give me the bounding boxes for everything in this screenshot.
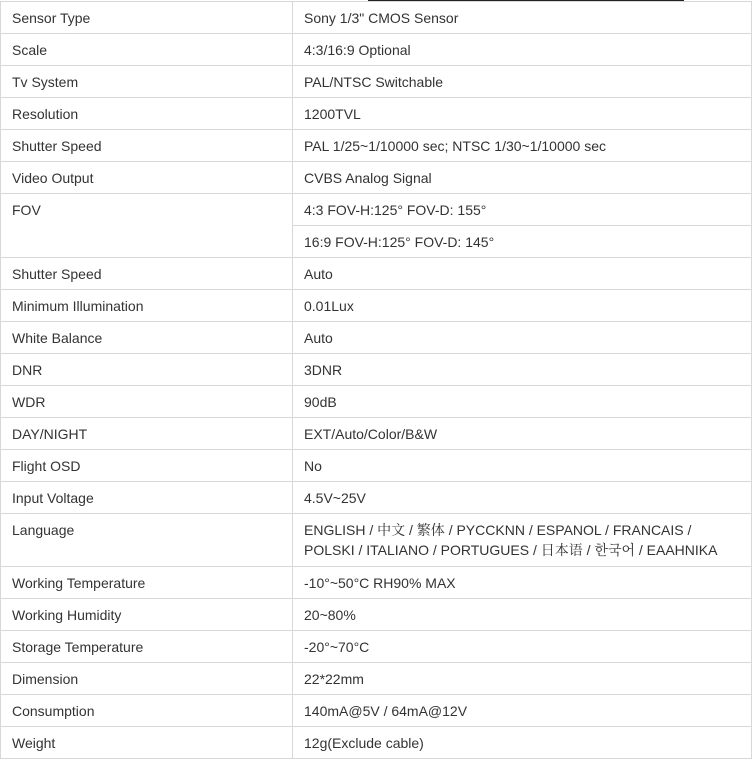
spec-label: Shutter Speed — [1, 258, 293, 290]
table-row — [1, 663, 752, 695]
table-row — [1, 162, 752, 194]
table-row — [1, 290, 752, 322]
spec-value: -10°~50°C RH90% MAX — [293, 567, 752, 599]
spec-value: 90dB — [293, 386, 752, 418]
language-line-1: ENGLISH / 中文 / 繁体 / PYCCKNN / ESPANOL / FRANCAIS / — [304, 522, 692, 538]
spec-label: Flight OSD — [1, 450, 293, 482]
spec-value: CVBS Analog Signal — [293, 162, 752, 194]
table-row — [1, 695, 752, 727]
spec-label: Consumption — [1, 695, 293, 727]
spec-label: Minimum Illumination — [1, 290, 293, 322]
spec-label: Working Temperature — [1, 567, 293, 599]
spec-label: DAY/NIGHT — [1, 418, 293, 450]
table-row — [1, 322, 752, 354]
table-row — [1, 599, 752, 631]
table-row — [1, 450, 752, 482]
spec-label: White Balance — [1, 322, 293, 354]
table-row — [1, 418, 752, 450]
spec-value: PAL/NTSC Switchable — [293, 66, 752, 98]
spec-value: Sony 1/3" CMOS Sensor — [293, 2, 752, 34]
spec-label: DNR — [1, 354, 293, 386]
table-row — [1, 98, 752, 130]
spec-value: 4:3 FOV-H:125° FOV-D: 155° — [293, 194, 752, 226]
spec-value: -20°~70°C — [293, 631, 752, 663]
spec-table — [0, 1, 752, 759]
spec-label: Shutter Speed — [1, 130, 293, 162]
spec-value: EXT/Auto/Color/B&W — [293, 418, 752, 450]
table-row — [1, 2, 752, 34]
table-row — [1, 354, 752, 386]
spec-label: Language — [1, 514, 293, 567]
spec-value: 1200TVL — [293, 98, 752, 130]
table-row — [1, 631, 752, 663]
spec-value: 4:3/16:9 Optional — [293, 34, 752, 66]
table-row — [1, 567, 752, 599]
spec-label: Sensor Type — [1, 2, 293, 34]
table-row — [1, 514, 752, 567]
spec-value: 20~80% — [293, 599, 752, 631]
spec-label: Dimension — [1, 663, 293, 695]
spec-value — [293, 514, 752, 567]
spec-value: Auto — [293, 322, 752, 354]
spec-value: 140mA@5V / 64mA@12V — [293, 695, 752, 727]
spec-value: No — [293, 450, 752, 482]
spec-label: FOV — [1, 194, 293, 258]
table-row — [1, 66, 752, 98]
table-row — [1, 482, 752, 514]
spec-label: Video Output — [1, 162, 293, 194]
spec-value: PAL 1/25~1/10000 sec; NTSC 1/30~1/10000 sec — [293, 130, 752, 162]
spec-label: Weight — [1, 727, 293, 759]
spec-label: Storage Temperature — [1, 631, 293, 663]
spec-value: 12g(Exclude cable) — [293, 727, 752, 759]
table-row — [1, 194, 752, 226]
spec-value-secondary: 16:9 FOV-H:125° FOV-D: 145° — [293, 226, 752, 258]
spec-label: Tv System — [1, 66, 293, 98]
spec-value: Auto — [293, 258, 752, 290]
spec-value: 0.01Lux — [293, 290, 752, 322]
spec-label: Scale — [1, 34, 293, 66]
table-row — [1, 130, 752, 162]
spec-label: Input Voltage — [1, 482, 293, 514]
language-line-2: POLSKI / ITALIANO / PORTUGUES / 日本语 / 한국어 / EAAHNIKA — [304, 542, 718, 558]
spec-value: 3DNR — [293, 354, 752, 386]
table-row — [1, 727, 752, 759]
spec-label: Resolution — [1, 98, 293, 130]
table-row — [1, 386, 752, 418]
spec-value: 4.5V~25V — [293, 482, 752, 514]
spec-value: 22*22mm — [293, 663, 752, 695]
spec-label: WDR — [1, 386, 293, 418]
table-row — [1, 34, 752, 66]
spec-label: Working Humidity — [1, 599, 293, 631]
table-row — [1, 258, 752, 290]
